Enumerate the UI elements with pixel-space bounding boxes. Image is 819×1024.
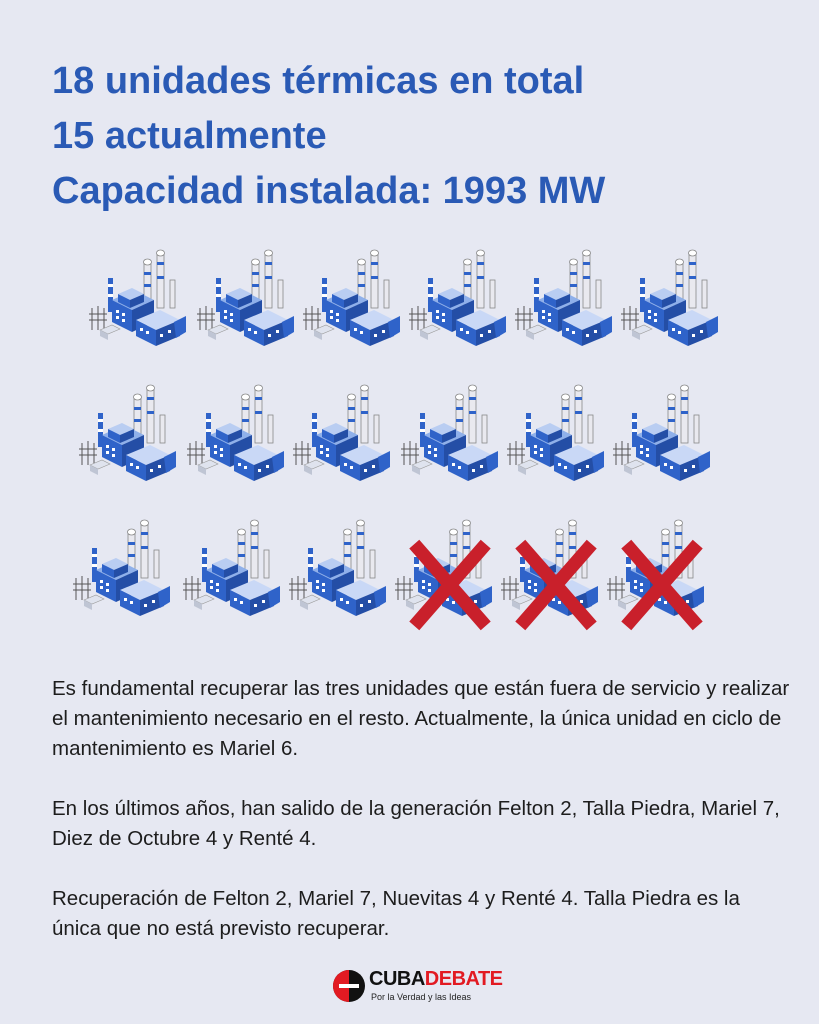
thermal-unit-active: [612, 385, 712, 483]
thermal-power-plant-icon: [88, 250, 188, 348]
thermal-unit-active: [72, 520, 172, 618]
thermal-power-plant-icon: [302, 250, 402, 348]
paragraph-recovery-plan: Recuperación de Felton 2, Mariel 7, Nuevitas 4 y Renté 4. Talla Piedra es la única que no está previsto recuperar.: [52, 887, 740, 940]
paragraph-recovery-need: Es fundamental recuperar las tres unidades que están fuera de servicio y realizar el mantenimiento necesario en el resto. Actualmente, la única unidad en ciclo de mantenimiento es Mariel 6.: [52, 677, 790, 760]
thermal-unit-out-of-service: [394, 520, 494, 618]
cubadebate-logo-icon: [333, 970, 365, 1002]
thermal-unit-active: [186, 385, 286, 483]
thermal-unit-out-of-service: [606, 520, 706, 618]
thermal-unit-active: [400, 385, 500, 483]
thermal-power-plant-icon: [196, 250, 296, 348]
thermal-power-plant-icon: [72, 520, 172, 618]
headline-installed-capacity: Capacidad instalada: 1993 MW: [52, 170, 606, 212]
thermal-unit-active: [514, 250, 614, 348]
thermal-power-plant-icon: [288, 520, 388, 618]
thermal-power-plant-icon: [612, 385, 712, 483]
thermal-power-plant-icon: [182, 520, 282, 618]
thermal-power-plant-icon: [186, 385, 286, 483]
red-x-icon: [400, 536, 500, 634]
logo-tagline: Por la Verdad y las Ideas: [371, 992, 472, 1002]
thermal-unit-active: [620, 250, 720, 348]
headline-active-units: 15 actualmente: [52, 115, 327, 157]
thermal-unit-active: [292, 385, 392, 483]
logo-name: CUBADEBATE: [369, 968, 503, 990]
thermal-power-plant-icon: [408, 250, 508, 348]
thermal-unit-active: [78, 385, 178, 483]
thermal-power-plant-icon: [400, 385, 500, 483]
red-x-icon: [612, 536, 712, 634]
thermal-unit-active: [88, 250, 188, 348]
thermal-unit-active: [408, 250, 508, 348]
thermal-power-plant-icon: [506, 385, 606, 483]
thermal-unit-active: [302, 250, 402, 348]
thermal-power-plant-icon: [514, 250, 614, 348]
paragraph-units-out: En los últimos años, han salido de la generación Felton 2, Talla Piedra, Mariel 7, Diez de Octubre 4 y Renté 4.: [52, 797, 780, 850]
thermal-power-plant-icon: [292, 385, 392, 483]
cubadebate-logo: [333, 968, 513, 1008]
thermal-unit-active: [288, 520, 388, 618]
thermal-unit-active: [506, 385, 606, 483]
thermal-unit-active: [182, 520, 282, 618]
headline-total-units: 18 unidades térmicas en total: [52, 60, 585, 102]
thermal-power-plant-icon: [620, 250, 720, 348]
red-x-icon: [506, 536, 606, 634]
body-text: [52, 674, 792, 974]
thermal-unit-out-of-service: [500, 520, 600, 618]
thermal-power-plant-icon: [78, 385, 178, 483]
thermal-unit-active: [196, 250, 296, 348]
